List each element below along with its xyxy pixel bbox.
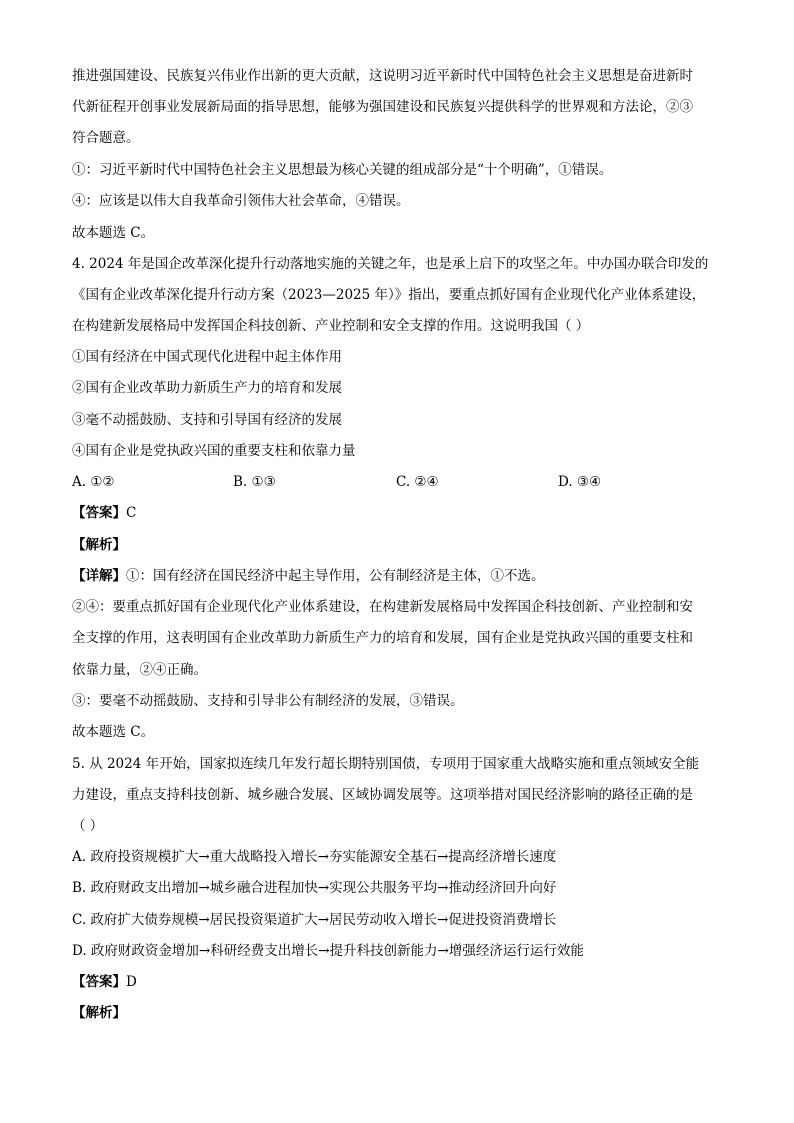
answer-line: [72, 973, 137, 991]
option-c: C. 政府扩大债券规模→居民投资渠道扩大→居民劳动收入增长→促进投资消费增长: [72, 912, 557, 928]
text-line: ①：习近平新时代中国特色社会主义思想最为核心关键的组成部分是“十个明确”，①错误。: [72, 162, 613, 178]
question-stem-line: 4. 2024 年是国企改革深化提升行动落地实施的关键之年，也是承上启下的攻坚之年。中办国办联合印发的: [72, 256, 709, 272]
detail-line: [72, 567, 545, 585]
detail-line: 全支撑的作用，这表明国有企业改革助力新质生产力的培育和发展，国有企业是党执政兴国的重要支柱和: [72, 630, 693, 646]
analysis-label: 【解析】: [72, 1005, 126, 1021]
text-line: 故本题选 C。: [72, 225, 155, 241]
answer-value: D: [126, 974, 137, 990]
statement-item: ③毫不动摇鼓励、支持和引导国有经济的发展: [72, 412, 342, 428]
option-d: D. ③④: [558, 474, 602, 490]
option-d: D. 政府财政资金增加→科研经费支出增长→提升科技创新能力→增强经济运行运行效能: [72, 943, 584, 959]
option-c: C. ②④: [396, 474, 439, 490]
text-line: ④：应该是以伟大自我革命引领伟大社会革命，④错误。: [72, 193, 410, 209]
detail-line: ③：要毫不动摇鼓励、支持和引导非公有制经济的发展，③错误。: [72, 693, 464, 709]
text-line: 代新征程开创事业发展新局面的指导思想，能够为强国建设和民族复兴提供科学的世界观和方法论，②③: [72, 99, 693, 115]
question-stem-line: （ ）: [72, 818, 104, 834]
detail-line: 依靠力量，②④正确。: [72, 662, 207, 678]
answer-line: [72, 504, 136, 522]
text-line: 推进强国建设、民族复兴伟业作出新的更大贡献，这说明习近平新时代中国特色社会主义思想是奋进新时: [72, 68, 693, 84]
question-stem-line: 《国有企业改革深化提升行动方案（2023—2025 年）》指出，要重点抓好国有企业现代化产业体系建设，: [72, 287, 706, 303]
question-stem-line: 在构建新发展格局中发挥国企科技创新、产业控制和安全支撑的作用。这说明我国（ ）: [72, 318, 590, 334]
answer-label: 【答案】: [72, 505, 126, 521]
detail-line: 故本题选 C。: [72, 724, 155, 740]
statement-item: ①国有经济在中国式现代化进程中起主体作用: [72, 349, 342, 365]
detail-line: ②④：要重点抓好国有企业现代化产业体系建设，在构建新发展格局中发挥国企科技创新、产业控制和安: [72, 599, 693, 615]
statement-item: ④国有企业是党执政兴国的重要支柱和依靠力量: [72, 443, 356, 459]
analysis-label: 【解析】: [72, 537, 126, 553]
answer-label: 【答案】: [72, 974, 126, 990]
detail-text: ①：国有经济在国民经济中起主导作用，公有制经济是主体，①不选。: [126, 568, 545, 584]
option-a: A. ①②: [72, 474, 115, 490]
answer-value: C: [126, 505, 137, 521]
statement-item: ②国有企业改革助力新质生产力的培育和发展: [72, 380, 342, 396]
option-b: B. ①③: [233, 474, 276, 490]
option-b: B. 政府财政支出增加→城乡融合进程加快→实现公共服务平均→推动经济回升向好: [72, 880, 557, 896]
question-stem-line: 5. 从 2024 年开始，国家拟连续几年发行超长期特别国债，专项用于国家重大战略实施和重点领域安全能: [72, 756, 700, 772]
detail-label: 【详解】: [72, 568, 126, 584]
text-line: 符合题意。: [72, 130, 140, 146]
option-a: A. 政府投资规模扩大→重大战略投入增长→夯实能源安全基石→提高经济增长速度: [72, 849, 557, 865]
question-stem-line: 力建设，重点支持科技创新、城乡融合发展、区域协调发展等。这项举措对国民经济影响的路径正确的是: [72, 787, 693, 803]
